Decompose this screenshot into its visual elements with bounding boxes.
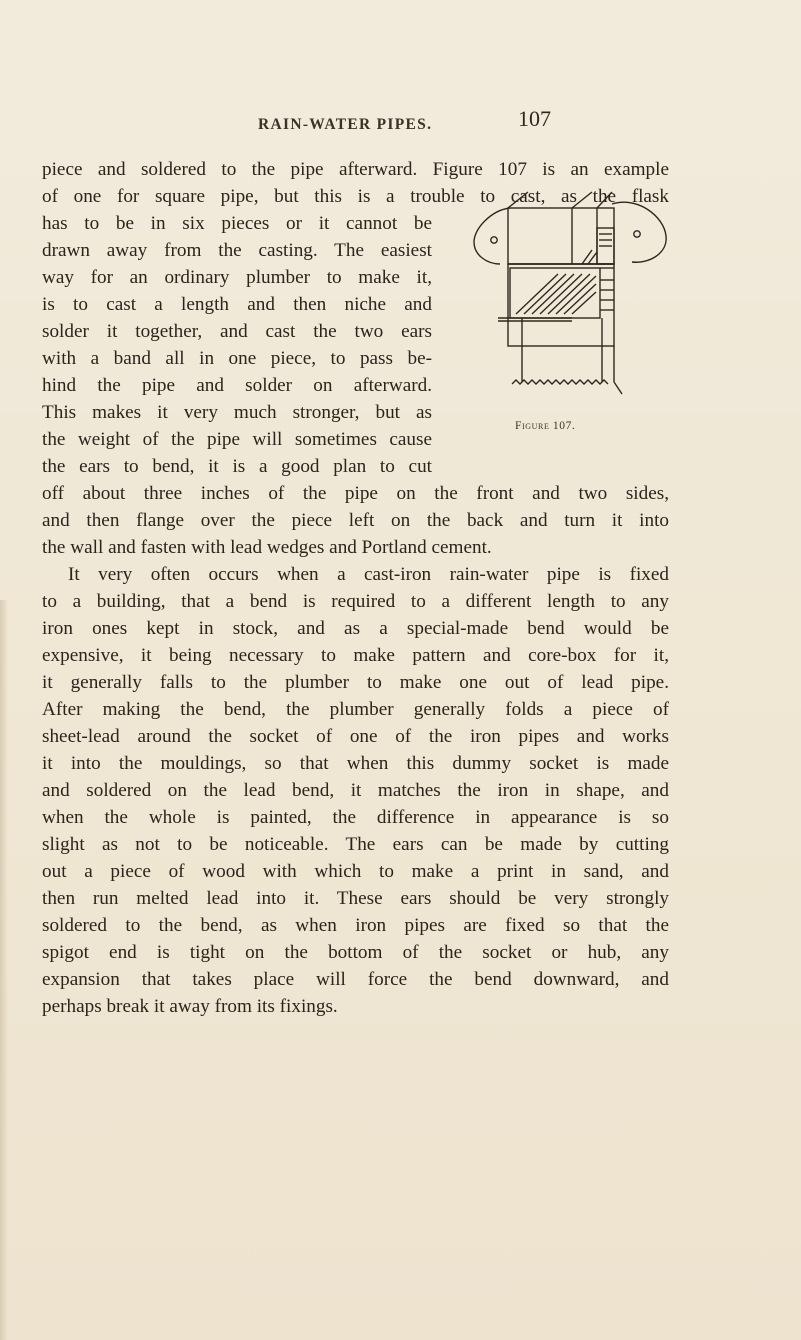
text-line: soldered to the bend, as when iron pipes are fixed so that the — [42, 915, 669, 936]
text-line: perhaps break it away from its fixings. — [42, 996, 338, 1017]
text-line: iron ones kept in stock, and as a special-made bend would be — [42, 618, 669, 639]
page-edge-shadow — [0, 600, 8, 1340]
text-line: spigot end is tight on the bottom of the socket or hub, any — [42, 942, 669, 963]
text-line: This makes it very much stronger, but as — [42, 402, 432, 423]
square-pipe-drawing — [452, 190, 686, 416]
text-line: solder it together, and cast the two ears — [42, 321, 432, 342]
text-line: After making the bend, the plumber generally folds a piece of — [42, 699, 669, 720]
text-line: off about three inches of the pipe on the front and two sides, — [42, 483, 669, 504]
text-line: expensive, it being necessary to make pattern and core-box for it, — [42, 645, 669, 666]
text-line: the weight of the pipe will sometimes cause — [42, 429, 432, 450]
figure-square-pipe-illustration — [452, 190, 686, 416]
text-line: sheet-lead around the socket of one of the iron pipes and works — [42, 726, 669, 747]
text-line: and then flange over the piece left on the back and turn it into — [42, 510, 669, 531]
text-line: It very often occurs when a cast-iron rain-water pipe is fixed — [68, 564, 669, 585]
text-line: when the whole is painted, the difference in appearance is so — [42, 807, 669, 828]
text-line: with a band all in one piece, to pass be- — [42, 348, 432, 369]
text-line: slight as not to be noticeable. The ears can be made by cutting — [42, 834, 669, 855]
text-line: and soldered on the lead bend, it matches the iron in shape, and — [42, 780, 669, 801]
page-number: 107 — [518, 106, 551, 131]
figure-caption: Figure 107. — [515, 420, 576, 432]
text-line: the ears to bend, it is a good plan to cut — [42, 456, 432, 477]
text-line: is to cast a length and then niche and — [42, 294, 432, 315]
text-line: it generally falls to the plumber to make one out of lead pipe. — [42, 672, 669, 693]
text-line: to a building, that a bend is required to a different length to any — [42, 591, 669, 612]
text-line: drawn away from the casting. The easiest — [42, 240, 432, 261]
text-line: of one for square pipe, but this is a trouble to cast, as the flask — [42, 186, 669, 207]
text-line: it into the mouldings, so that when this dummy socket is made — [42, 753, 669, 774]
text-line: out a piece of wood with which to make a print in sand, and — [42, 861, 669, 882]
text-line: the wall and fasten with lead wedges and Portland cement. — [42, 537, 492, 558]
text-line: piece and soldered to the pipe afterward. Figure 107 is an example — [42, 159, 669, 180]
text-line: then run melted lead into it. These ears should be very strongly — [42, 888, 669, 909]
text-line: way for an ordinary plumber to make it, — [42, 267, 432, 288]
running-head: RAIN-WATER PIPES. — [258, 116, 433, 133]
text-line: expansion that takes place will force the bend downward, and — [42, 969, 669, 990]
text-line: has to be in six pieces or it cannot be — [42, 213, 432, 234]
text-line: hind the pipe and solder on afterward. — [42, 375, 432, 396]
